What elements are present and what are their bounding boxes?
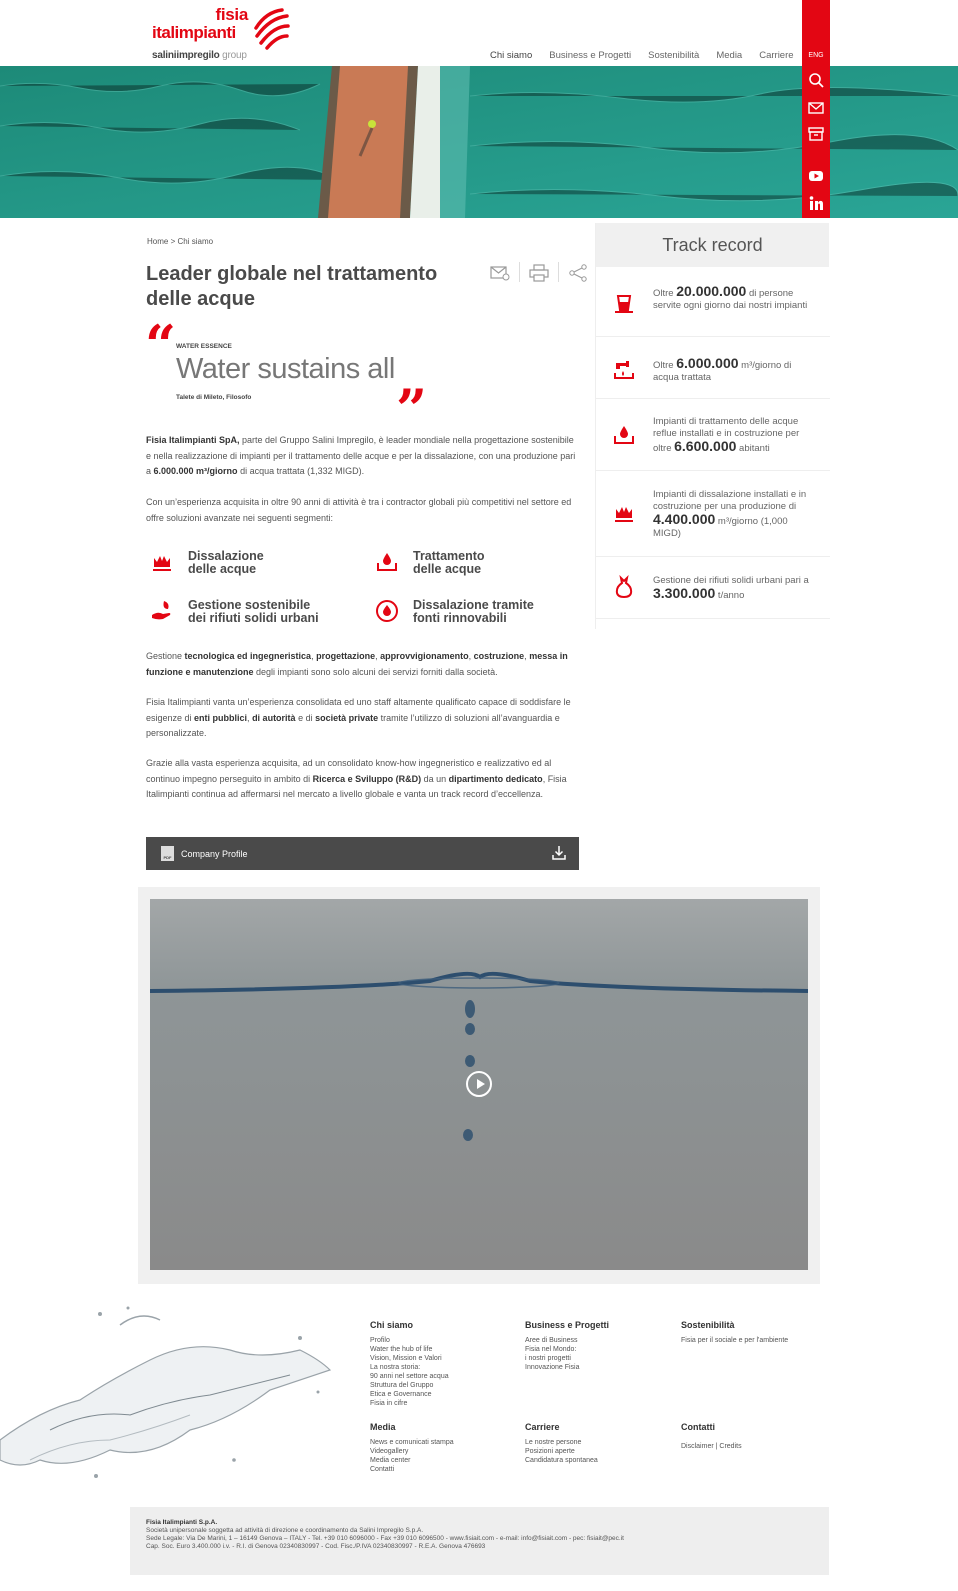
breadcrumb-separator: >	[170, 237, 176, 246]
youtube-icon[interactable]	[808, 168, 824, 184]
intro-paragraph-1: Fisia Italimpianti SpA, parte del Gruppo Salini Impregilo, è leader mondiale nella progettazione sostenibile e nella realizzazione di impianti per il trattamento delle acque e per la dissalazione, con una produzione pari a 6.000.000 m³/giorno di acqua trattata (1,332 MIGD).	[146, 435, 576, 476]
waste-bag-icon	[612, 575, 636, 599]
quote-label: WATER ESSENCE	[176, 343, 232, 350]
fisia-logo[interactable]	[152, 6, 292, 62]
print-button[interactable]	[528, 262, 550, 284]
experience-paragraph: Fisia Italimpianti vanta un’esperienza consolidata ed uno staff altamente qualificato capace di soddisfare le esigenze di enti pubblici, di autorità e di società private tramite l’utilizzo di soluzioni all’avanguardia e personalizzate.	[146, 697, 571, 738]
footer-link[interactable]: Posizioni aperte	[525, 1448, 575, 1455]
water-treatment-icon	[375, 550, 399, 574]
nav-business-progetti[interactable]: Business e Progetti	[549, 50, 632, 61]
breadcrumb-home[interactable]: Home	[147, 237, 169, 246]
footer-link[interactable]: Media center	[370, 1457, 411, 1464]
linkedin-icon[interactable]	[808, 195, 824, 211]
footer-link[interactable]: Etica e Governance	[370, 1391, 432, 1398]
footer-link[interactable]: Vision, Mission e Valori	[370, 1355, 442, 1362]
footer-media	[370, 1423, 454, 1474]
footer-link[interactable]: i nostri progetti	[525, 1355, 571, 1362]
footer-link[interactable]: Videogallery	[370, 1448, 409, 1455]
track-item: Oltre 20.000.000 di persone servite ogni giorno dai nostri impianti	[596, 267, 830, 337]
footer-link[interactable]: Fisia per il sociale e per l'ambiente	[681, 1337, 789, 1344]
footer-link[interactable]: Profilo	[370, 1337, 390, 1344]
footer-link[interactable]: Fisia in cifre	[370, 1400, 408, 1407]
legal-footer	[130, 1507, 829, 1575]
page-title: Leader globale nel trattamento delle acque	[146, 263, 438, 310]
footer-heading[interactable]: Chi siamo	[370, 1320, 414, 1330]
track-item: Impianti di trattamento delle acque reflue installati e in costruzione per oltre 6.600.000 abitanti	[596, 399, 830, 471]
logo-line1: fisia	[215, 5, 248, 24]
social-sidebar	[802, 0, 830, 218]
tools-divider	[558, 262, 559, 282]
desalination-plant-icon	[612, 501, 636, 525]
breadcrumb	[147, 237, 213, 246]
footer-link[interactable]: Fisia nel Mondo:	[525, 1346, 577, 1353]
download-icon	[551, 845, 567, 861]
footer-link[interactable]: Contatti	[370, 1466, 395, 1473]
track-item: Impianti di dissalazione installati e in costruzione per una produzione di 4.400.000 m³/giorno (1,000 MIGD)	[596, 471, 830, 557]
quote-close-mark: ”	[396, 377, 428, 441]
wastewater-icon	[612, 423, 636, 447]
page-tools	[489, 262, 589, 284]
breadcrumb-current: Chi siamo	[177, 237, 214, 246]
send-email-button[interactable]	[489, 262, 511, 284]
water-splash-illustration	[0, 1300, 340, 1490]
segment-rifiuti[interactable]	[150, 599, 338, 625]
segment-rinnovabili[interactable]	[375, 599, 563, 625]
logo-group: saliniimpregilo group	[152, 50, 247, 61]
footer-link[interactable]: La nostra storia:	[370, 1364, 421, 1371]
legal-line: Sede Legale: Via De Marini, 1 – 16149 Genova – ITALY - Tel. +39 010 6096000 - Fax +39 010 6096500 - www.fisiait.com - e-mail: info@fisiait.com - pec: fisiait@pec.it	[146, 1535, 624, 1542]
rnd-paragraph: Grazie alla vasta esperienza acquisita, ad un consolidato know-how ingegneristico e realizzativo ed al continuo impegno perseguito in ambito di Ricerca e Sviluppo (R&D) da un dipartimento dedicato, Fisia Italimpianti continua ad affermarsi nel mercato a livello globale e vanta un track record d’eccellenza.	[146, 758, 567, 799]
footer-heading[interactable]: Business e Progetti	[525, 1320, 610, 1330]
footer-link[interactable]: 90 anni nel settore acqua	[370, 1373, 449, 1380]
desalination-icon	[150, 550, 174, 574]
footer-link[interactable]: Innovazione Fisia	[525, 1364, 580, 1371]
segment-label: Dissalazione delle acque	[188, 549, 264, 576]
main-nav	[490, 50, 811, 66]
footer-business	[525, 1321, 609, 1372]
footer-heading[interactable]: Contatti	[681, 1422, 715, 1432]
disclaimer-link[interactable]: Disclaimer	[681, 1443, 714, 1450]
glass-icon	[612, 291, 636, 315]
language-switch[interactable]: ENG	[808, 52, 824, 59]
share-button[interactable]	[567, 262, 589, 284]
company-profile-download[interactable]	[146, 837, 579, 870]
waste-management-icon	[150, 599, 174, 623]
footer-sostenibilita	[681, 1321, 788, 1345]
play-button[interactable]	[466, 1071, 492, 1097]
worker-figure	[368, 120, 376, 128]
footer-link[interactable]: Struttura del Gruppo	[370, 1382, 434, 1389]
footer-link[interactable]: Aree di Business	[525, 1337, 578, 1344]
track-item: Gestione dei rifiuti solidi urbani pari a 3.300.000 t/anno	[596, 557, 830, 619]
quote-text: Water sustains all	[176, 353, 395, 385]
archive-icon[interactable]	[808, 126, 824, 142]
track-record-panel	[595, 223, 829, 629]
track-record-title: Track record	[596, 223, 829, 267]
print-icon	[529, 264, 549, 282]
renewable-desalination-icon	[375, 599, 399, 623]
legal-line: Cap. Soc. Euro 3.400.000 i.v. - R.I. di Genova 02340830997 - Cod. Fisc./P.IVA 02340830997 - R.E.A. Genova 476693	[146, 1543, 486, 1550]
footer-link[interactable]: News e comunicati stampa	[370, 1439, 454, 1446]
segment-dissalazione[interactable]	[150, 550, 338, 576]
legal-line: Società unipersonale soggetta ad attività di direzione e coordinamento da Salini Impregilo S.p.A.	[146, 1527, 424, 1534]
footer-heading[interactable]: Carriere	[525, 1422, 560, 1432]
share-icon	[568, 264, 588, 282]
footer-separator: |	[715, 1443, 718, 1450]
mail-icon[interactable]	[808, 100, 824, 116]
video-section	[138, 887, 820, 1284]
segment-label: Trattamento delle acque	[413, 549, 485, 576]
footer-heading[interactable]: Media	[370, 1422, 396, 1432]
footer-link[interactable]: Candidatura spontanea	[525, 1457, 598, 1464]
footer-link[interactable]: Water the hub of life	[370, 1346, 433, 1353]
footer-link[interactable]: Le nostre persone	[525, 1439, 582, 1446]
legal-company: Fisia Italimpianti S.p.A.	[146, 1519, 218, 1526]
segment-label: Dissalazione tramite fonti rinnovabili	[413, 598, 534, 625]
footer-chi-siamo	[370, 1321, 449, 1408]
intro-paragraph-2: Con un’esperienza acquisita in oltre 90 anni di attività è tra i contractor globali più competitivi nel settore ed offre soluzioni avanzate nei seguenti segmenti:	[146, 497, 572, 523]
tap-icon	[612, 357, 636, 381]
segment-trattamento[interactable]	[375, 550, 563, 576]
services-paragraph: Gestione tecnologica ed ingegneristica, progettazione, approvvigionamento, costruzione, messa in funzione e manutenzione degli impianti sono solo alcuni dei servizi forniti dalla società.	[146, 651, 568, 677]
nav-carriere[interactable]: Carriere	[759, 50, 794, 61]
quote-author: Talete di Mileto, Filosofo	[176, 394, 252, 401]
logo-mark-icon	[252, 6, 290, 50]
track-item: Oltre 6.000.000 m³/giorno di acqua trattata	[596, 337, 830, 399]
footer-heading[interactable]: Sostenibilità	[681, 1320, 735, 1330]
quote-open-mark: “	[145, 313, 177, 377]
pdf-icon: PDF	[161, 846, 174, 861]
footer-contatti	[681, 1423, 742, 1451]
email-share-icon	[490, 265, 510, 281]
search-icon[interactable]	[808, 72, 824, 88]
footer-carriere	[525, 1423, 598, 1465]
tools-divider	[519, 262, 520, 282]
nav-media[interactable]: Media	[716, 50, 743, 61]
video-player[interactable]	[150, 899, 808, 1270]
segment-label: Gestione sostenibile dei rifiuti solidi urbani	[188, 598, 319, 625]
company-profile-label: Company Profile	[181, 849, 248, 859]
logo-line2: italimpianti	[152, 23, 236, 42]
nav-sostenibilita[interactable]: Sostenibilità	[648, 50, 700, 61]
nav-chi-siamo[interactable]: Chi siamo	[490, 50, 532, 66]
credits-link[interactable]: Credits	[719, 1443, 742, 1450]
